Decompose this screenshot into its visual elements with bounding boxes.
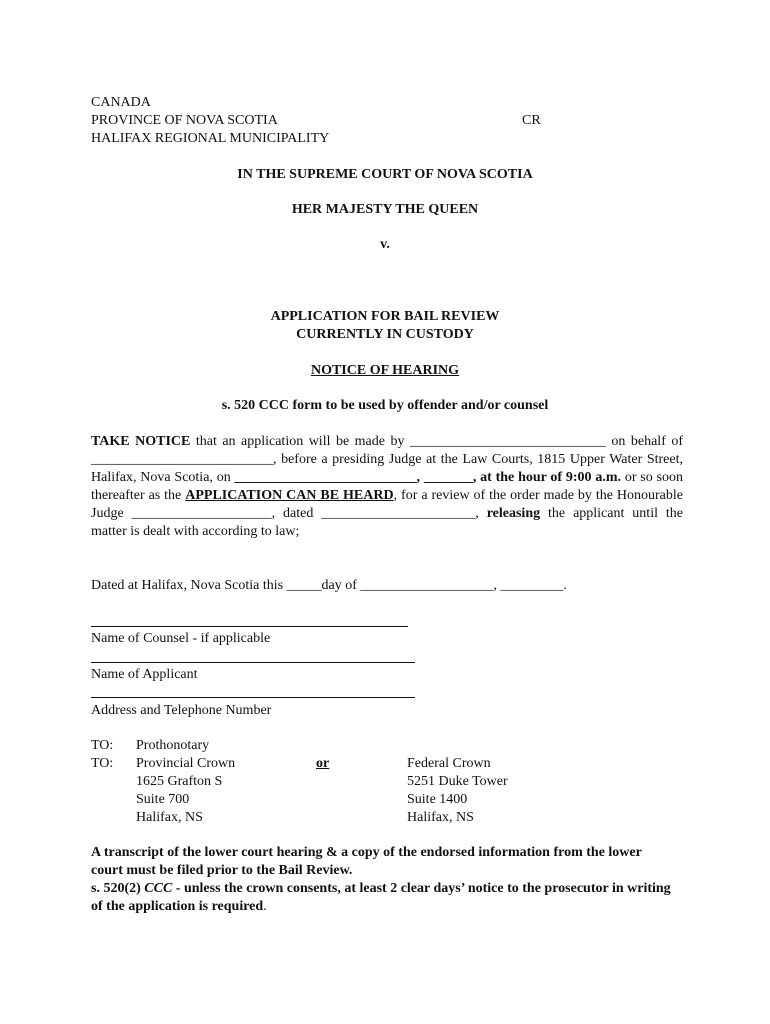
header-municipality: HALIFAX REGIONAL MUNICIPALITY bbox=[91, 131, 330, 146]
address-signature-line bbox=[91, 697, 415, 698]
s520-note bbox=[91, 880, 681, 916]
applicant-signature-line bbox=[91, 662, 415, 663]
take-notice-text-1: that an application will be made by ____________________________ on behalf of __________________________, before a presiding Judge at the Law Courts, 1815 Upper Water Street, Halifax, Nova Scotia, on bbox=[91, 434, 684, 485]
s520-rest: - unless the crown consents, at least 2 clear days’ notice to the prosecutor in writing of the application is required bbox=[91, 881, 671, 914]
or-separator: or bbox=[316, 756, 330, 771]
left-address-line: Provincial Crown bbox=[136, 756, 236, 771]
versus: v. bbox=[380, 237, 390, 252]
s520-period: . bbox=[263, 899, 267, 914]
take-notice-lead: TAKE NOTICE bbox=[91, 434, 191, 449]
counsel-label: Name of Counsel - if applicable bbox=[91, 631, 271, 646]
take-notice-releasing: releasing bbox=[486, 506, 541, 521]
left-address-line: Prothonotary bbox=[136, 738, 210, 753]
left-address-line: 1625 Grafton S bbox=[136, 774, 223, 789]
to-label-1: TO: bbox=[91, 738, 114, 753]
notice-heading bbox=[0, 362, 770, 380]
header-canada: CANADA bbox=[91, 95, 151, 110]
form-note: s. 520 CCC form to be used by offender and/or counsel bbox=[221, 398, 549, 413]
take-notice-text-2: or so soon thereafter as the bbox=[91, 470, 684, 503]
s520-ccc: CCC bbox=[144, 881, 173, 896]
transcript-note: A transcript of the lower court hearing & a copy of the endorsed information from the lower court must be filed prior to the Bail Review. bbox=[91, 845, 642, 878]
take-notice-date-time: __________________________, _______, at the hour of 9:00 a.m. bbox=[234, 470, 622, 485]
left-address-line: Suite 700 bbox=[136, 792, 190, 807]
dated-line: Dated at Halifax, Nova Scotia this _____day of ___________________, _________. bbox=[91, 578, 567, 593]
notice-heading-text: NOTICE OF HEARING bbox=[310, 363, 460, 378]
take-notice-paragraph bbox=[91, 433, 683, 541]
take-notice-text-4: the applicant until the matter is dealt with according to law; bbox=[91, 506, 684, 539]
left-address-line: Halifax, NS bbox=[136, 810, 203, 825]
header-cr: CR bbox=[522, 113, 541, 128]
applicant-label: Name of Applicant bbox=[91, 667, 198, 682]
take-notice-can-be-heard: APPLICATION CAN BE HEARD bbox=[185, 488, 394, 503]
right-address-line: Federal Crown bbox=[407, 756, 491, 771]
right-address-line: Suite 1400 bbox=[407, 792, 468, 807]
address-label: Address and Telephone Number bbox=[91, 703, 272, 718]
court-title: IN THE SUPREME COURT OF NOVA SCOTIA bbox=[237, 167, 533, 182]
to-label-2: TO: bbox=[91, 756, 114, 771]
right-address-line: 5251 Duke Tower bbox=[407, 774, 508, 789]
right-address-line: Halifax, NS bbox=[407, 810, 474, 825]
s520-lead: s. 520(2) bbox=[91, 881, 145, 896]
take-notice-text-3: , for a review of the order made by the Honourable Judge ____________________, dated ______________________, bbox=[91, 488, 683, 521]
header-province: PROVINCE OF NOVA SCOTIA bbox=[91, 113, 278, 128]
party-title: HER MAJESTY THE QUEEN bbox=[291, 202, 479, 217]
application-title-1: APPLICATION FOR BAIL REVIEW bbox=[270, 309, 500, 324]
counsel-signature-line bbox=[91, 626, 408, 627]
application-title-2: CURRENTLY IN CUSTODY bbox=[296, 327, 474, 342]
